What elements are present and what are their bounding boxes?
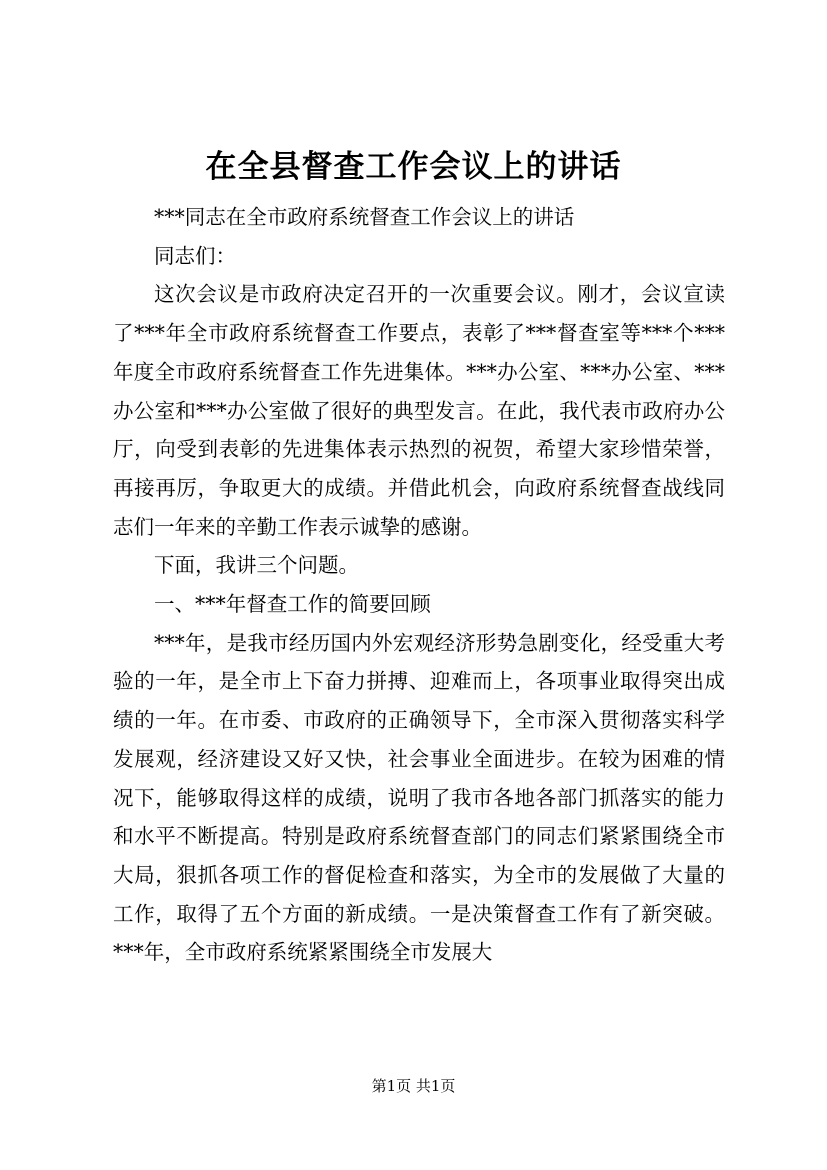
paragraph-salutation: 同志们： <box>154 243 236 268</box>
document-body <box>113 198 725 972</box>
paragraph-review: ***年，是我市经历国内外宏观经济形势急剧变化，经受重大考验的一年，是全市上下奋力拼搏、迎难而上，各项事业取得突出成绩的一年。在市委、市政府的正确领导下，全市深入贯彻落实科学发展观，经济建设又好又快，社会事业全面进步。在较为困难的情况下，能够取得这样的成绩，说明了我市各地各部门抓落实的能力和水平不断提高。特别是政府系统督查部门的同志们紧紧围绕全市大局，狠抓各项工作的督促检查和落实，为全市的发展做了大量的工作，取得了五个方面的新成绩。一是决策督查工作有了新突破。***年，全市政府系统紧紧围绕全市发展大 <box>113 630 725 965</box>
page-footer: 第1页 共1页 <box>371 1077 456 1095</box>
paragraph-intro: 这次会议是市政府决定召开的一次重要会议。刚才，会议宣读了***年全市政府系统督查工作要点，表彰了***督查室等***个***年度全市政府系统督查工作先进集体。***办公室、***办公室、***办公室和***办公室做了很好的典型发言。在此，我代表市政府办公厅，向受到表彰的先进集体表示热烈的祝贺，希望大家珍惜荣誉，再接再厉，争取更大的成绩。并借此机会，向政府系统督查战线同志们一年来的辛勤工作表示诚挚的感谢。 <box>113 282 725 539</box>
document-title: 在全县督查工作会议上的讲话 <box>205 149 622 185</box>
paragraph-outline: 下面，我讲三个问题。 <box>154 553 359 578</box>
section-heading-1: 一、***年督查工作的简要回顾 <box>154 592 431 617</box>
paragraph-subtitle: ***同志在全市政府系统督查工作会议上的讲话 <box>154 205 575 229</box>
